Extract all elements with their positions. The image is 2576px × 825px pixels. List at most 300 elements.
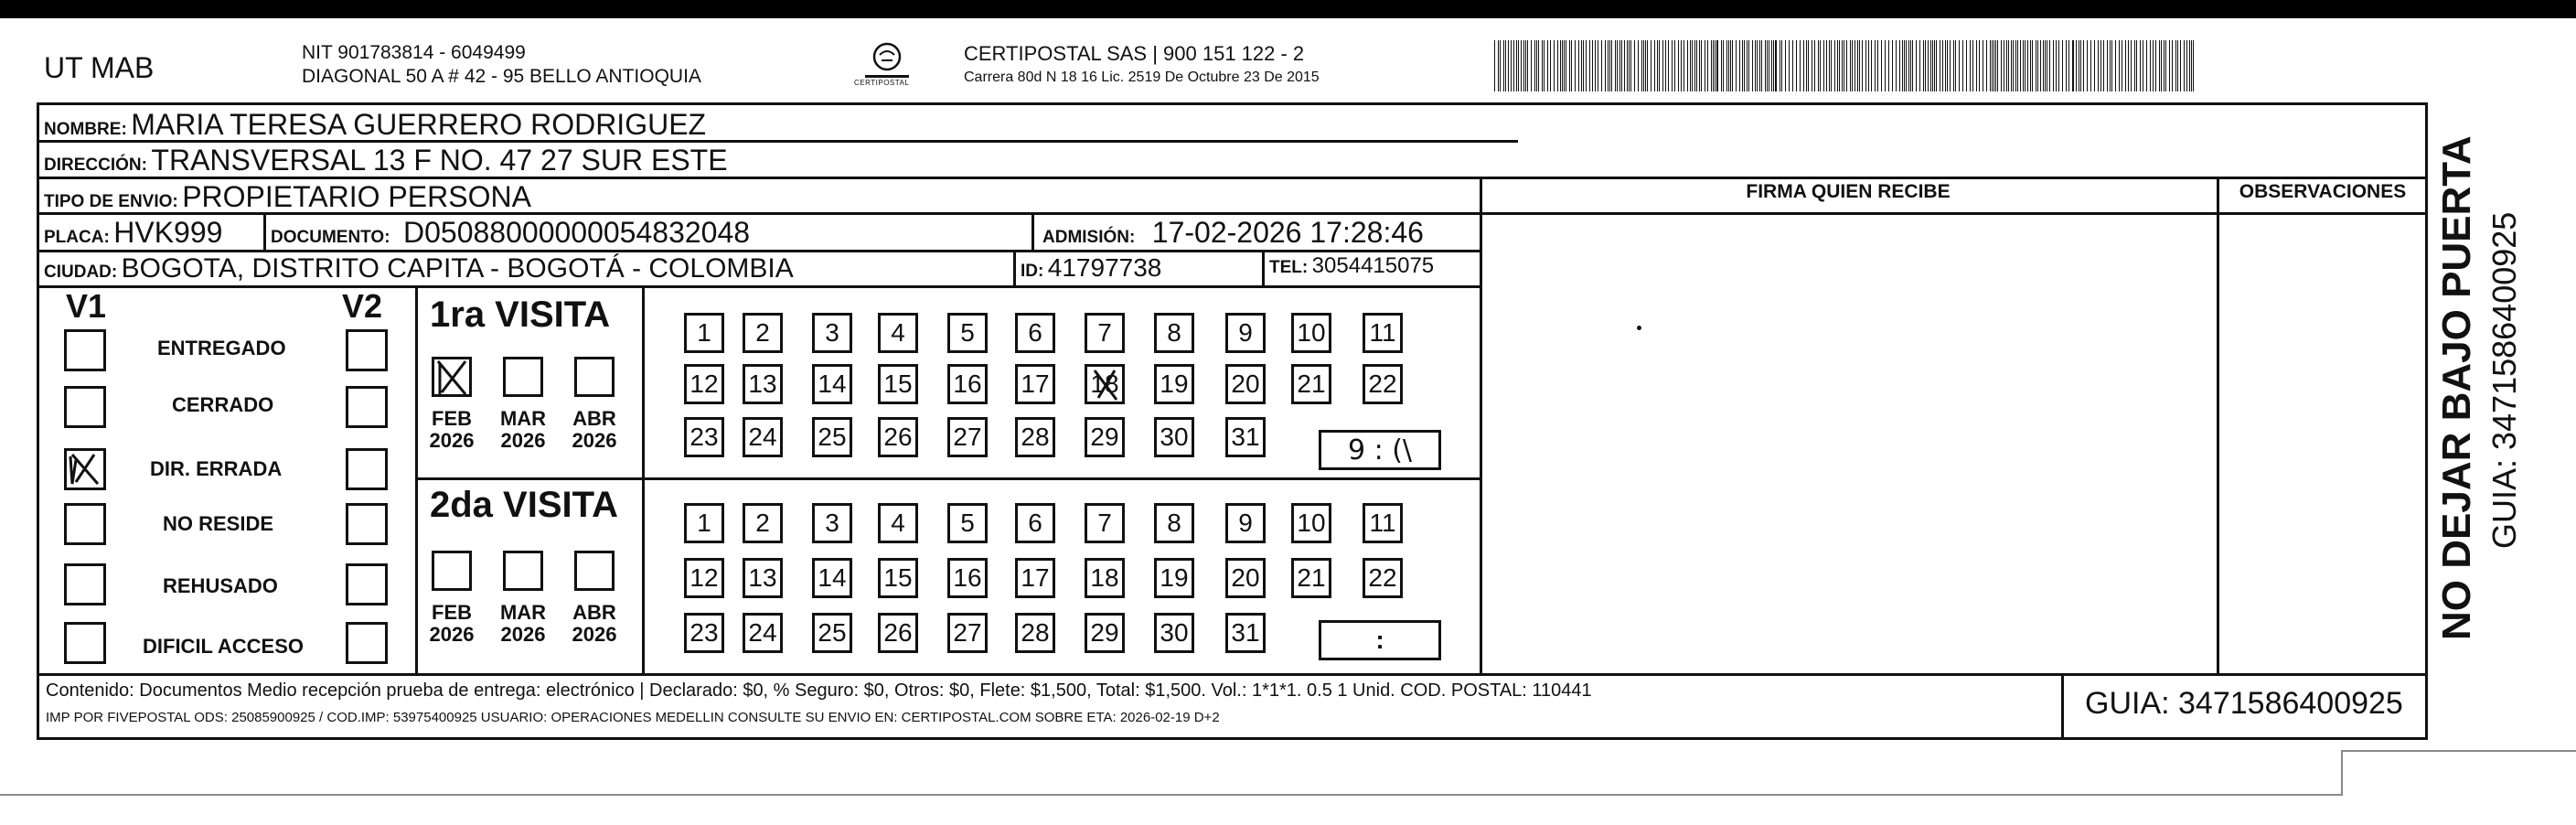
first-visit-day-6[interactable]: 6 bbox=[1015, 313, 1055, 353]
direccion-row bbox=[44, 144, 728, 177]
barcode-bar bbox=[2134, 40, 2135, 91]
barcode-bar bbox=[1511, 40, 1512, 91]
v2-checkbox-dir-errada[interactable] bbox=[346, 448, 388, 490]
barcode-bar bbox=[1834, 40, 1835, 91]
month-name: FEB bbox=[432, 601, 472, 624]
barcode-bar bbox=[1820, 40, 1821, 91]
barcode-bar bbox=[1912, 40, 1913, 91]
barcode-bar bbox=[2136, 40, 2137, 91]
barcode-bar bbox=[1634, 40, 1635, 91]
barcode-bar bbox=[1947, 40, 1948, 91]
first-visit-day-25[interactable]: 25 bbox=[812, 417, 852, 457]
second-visit-month-abr-label bbox=[567, 602, 622, 646]
barcode-bar bbox=[2177, 40, 2178, 91]
second-visit-month-mar-box[interactable] bbox=[503, 551, 543, 591]
v2-checkbox-no-reside[interactable] bbox=[346, 503, 388, 545]
barcode-bar bbox=[2161, 40, 2162, 91]
first-visit-day-26[interactable]: 26 bbox=[878, 417, 918, 457]
v1-checkbox-cerrado[interactable] bbox=[64, 386, 106, 428]
first-visit-day-29[interactable]: 29 bbox=[1085, 417, 1125, 457]
barcode-bar bbox=[2180, 40, 2181, 91]
v2-checkbox-cerrado[interactable] bbox=[346, 386, 388, 428]
barcode-bar bbox=[2001, 40, 2002, 91]
barcode-bar bbox=[1699, 40, 1700, 91]
second-visit-month-feb-label bbox=[424, 602, 479, 646]
barcode-bar bbox=[1959, 40, 1960, 91]
barcode-bar bbox=[1757, 40, 1758, 91]
first-visit-title: 1ra VISITA bbox=[430, 295, 611, 335]
barcode-bar bbox=[1665, 40, 1666, 91]
first-visit-day-1[interactable]: 1 bbox=[684, 313, 724, 353]
form-bottom-border bbox=[37, 737, 2428, 740]
status-label-no-reside: NO RESIDE bbox=[163, 512, 274, 535]
barcode-bar bbox=[2030, 40, 2031, 91]
barcode-bar bbox=[1589, 40, 1590, 91]
second-visit-month-feb-box[interactable] bbox=[432, 551, 472, 591]
barcode-bar bbox=[1865, 40, 1866, 91]
barcode-bar bbox=[1624, 40, 1625, 91]
signature-header: FIRMA QUIEN RECIBE bbox=[1746, 181, 1951, 202]
barcode-bar bbox=[2100, 40, 2101, 91]
first-visit-day-13[interactable]: 13 bbox=[743, 364, 783, 404]
barcode-bar bbox=[1716, 40, 1718, 91]
barcode-bar bbox=[2094, 40, 2095, 91]
form-top-border bbox=[37, 102, 2428, 105]
barcode-bar bbox=[2025, 40, 2026, 91]
admision-divider bbox=[1031, 212, 1034, 251]
barcode-bar bbox=[1518, 40, 1519, 91]
first-visit-day-12[interactable]: 12 bbox=[684, 364, 724, 404]
barcode-bar bbox=[1726, 40, 1727, 91]
barcode-bar bbox=[1950, 40, 1951, 91]
second-visit-day-30[interactable]: 30 bbox=[1154, 613, 1194, 653]
second-visit-day-13[interactable]: 13 bbox=[743, 558, 783, 598]
barcode-bar bbox=[1615, 40, 1616, 91]
second-visit-day-25[interactable]: 25 bbox=[812, 613, 852, 653]
company-name: UT MAB bbox=[44, 51, 155, 84]
second-visit-day-3[interactable]: 3 bbox=[812, 503, 852, 543]
barcode-bar bbox=[2115, 40, 2116, 91]
first-visit-day-24[interactable]: 24 bbox=[743, 417, 783, 457]
barcode-bar bbox=[1752, 40, 1753, 91]
v2-checkbox-rehusado[interactable] bbox=[346, 563, 388, 605]
month-name: ABR bbox=[572, 407, 616, 430]
first-visit-day-28[interactable]: 28 bbox=[1015, 417, 1055, 457]
barcode-bar bbox=[1692, 40, 1693, 91]
barcode-bar bbox=[1654, 40, 1655, 91]
barcode-bar bbox=[1547, 40, 1548, 91]
month-name: FEB bbox=[432, 407, 472, 430]
placa-divider bbox=[263, 212, 266, 251]
first-visit-day-7[interactable]: 7 bbox=[1085, 313, 1125, 353]
barcode-bar bbox=[1904, 40, 1905, 91]
barcode-bar bbox=[1525, 40, 1526, 91]
first-visit-month-mar-box[interactable] bbox=[503, 357, 543, 397]
barcode-bar bbox=[1595, 40, 1596, 91]
barcode-bar bbox=[1806, 40, 1807, 91]
barcode-bar bbox=[1601, 40, 1602, 91]
barcode-bar bbox=[1581, 40, 1582, 91]
first-visit-day-16[interactable]: 16 bbox=[947, 364, 988, 404]
barcode-bar bbox=[2131, 40, 2132, 91]
documento-label: DOCUMENTO: bbox=[271, 228, 390, 247]
barcode-bar bbox=[1647, 40, 1648, 91]
barcode-bar bbox=[1578, 40, 1579, 91]
second-visit-day-10[interactable]: 10 bbox=[1291, 503, 1331, 543]
barcode-bar bbox=[1846, 40, 1847, 91]
barcode-bar bbox=[1800, 40, 1801, 91]
barcode-bar bbox=[2066, 40, 2067, 91]
month-year: 2026 bbox=[500, 429, 546, 452]
first-visit-month-abr-box[interactable] bbox=[574, 357, 615, 397]
handwritten-check-icon bbox=[67, 451, 103, 488]
barcode-bar bbox=[1925, 40, 1926, 91]
status-label-cerrado: CERRADO bbox=[172, 393, 274, 416]
first-visit-day-3[interactable]: 3 bbox=[812, 313, 852, 353]
barcode-bar bbox=[1945, 40, 1946, 91]
imp-line: IMP POR FIVEPOSTAL ODS: 25085900925 / COD.IMP: 53975400925 USUARIO: OPERACIONES MEDELLIN CONSULTE SU ENVIO EN: CERTIPOSTAL.COM SOBRE ETA: 2026-02-19 D+2 bbox=[46, 710, 1220, 725]
status-label-rehusado: REHUSADO bbox=[163, 574, 278, 597]
barcode-bar bbox=[1678, 40, 1679, 91]
second-visit-day-28[interactable]: 28 bbox=[1015, 613, 1055, 653]
barcode-bar bbox=[2037, 40, 2038, 91]
barcode-bar bbox=[1826, 40, 1827, 91]
barcode-bar bbox=[1744, 40, 1745, 91]
barcode-bar bbox=[1775, 40, 1777, 91]
barcode-bar bbox=[1859, 40, 1860, 91]
barcode-bar bbox=[1713, 40, 1714, 91]
month-year: 2026 bbox=[429, 429, 475, 452]
barcode-bar bbox=[2125, 40, 2126, 91]
barcode-bar bbox=[2068, 40, 2069, 91]
signature-dot bbox=[1637, 326, 1641, 330]
v2-checkbox-dificil-acceso[interactable] bbox=[346, 622, 388, 664]
barcode-bar bbox=[1739, 40, 1740, 91]
barcode-bar bbox=[2169, 40, 2170, 91]
status-label-entregado: ENTREGADO bbox=[157, 337, 286, 359]
barcode-bar bbox=[2013, 40, 2014, 91]
barcode-bar bbox=[1690, 40, 1691, 91]
ciudad-field bbox=[44, 253, 794, 284]
first-visit-month-feb-box[interactable] bbox=[432, 357, 472, 397]
barcode-bar bbox=[1721, 40, 1722, 91]
first-visit-day-2[interactable]: 2 bbox=[743, 313, 783, 353]
barcode-bar bbox=[1979, 40, 1980, 91]
first-visit-day-15[interactable]: 15 bbox=[878, 364, 918, 404]
first-visit-time-box[interactable]: 9 : (\ bbox=[1319, 430, 1441, 470]
second-visit-day-18[interactable]: 18 bbox=[1085, 558, 1125, 598]
first-visit-day-31[interactable]: 31 bbox=[1225, 417, 1266, 457]
barcode-bar bbox=[1627, 40, 1628, 91]
barcode-bar bbox=[1785, 40, 1786, 91]
v2-checkbox-entregado[interactable] bbox=[346, 329, 388, 371]
barcode-bar bbox=[1586, 40, 1587, 91]
barcode-bar bbox=[1990, 40, 1991, 91]
barcode-bar bbox=[1608, 40, 1609, 91]
barcode-bar bbox=[1659, 40, 1660, 91]
barcode-bar bbox=[1538, 40, 1539, 91]
barcode-bar bbox=[2186, 40, 2187, 91]
barcode-bar bbox=[1681, 40, 1682, 91]
nombre-value: MARIA TERESA GUERRERO RODRIGUEZ bbox=[131, 108, 707, 141]
barcode-bar bbox=[1662, 40, 1663, 91]
admision-label: ADMISIÓN: bbox=[1042, 228, 1136, 247]
barcode-bar bbox=[2172, 40, 2173, 91]
handwritten-check-icon bbox=[1087, 367, 1124, 403]
v1-checkbox-dificil-acceso[interactable] bbox=[64, 622, 106, 664]
barcode-bar bbox=[1970, 40, 1971, 91]
barcode-bar bbox=[2080, 40, 2081, 91]
second-visit-day-7[interactable]: 7 bbox=[1085, 503, 1125, 543]
barcode-bar bbox=[2159, 40, 2160, 91]
barcode-bar bbox=[1877, 40, 1878, 91]
barcode-bar bbox=[1896, 40, 1897, 91]
barcode-bar bbox=[2056, 40, 2057, 91]
barcode-bar bbox=[1554, 40, 1555, 91]
barcode-bar bbox=[1955, 40, 1956, 91]
second-visit-day-21[interactable]: 21 bbox=[1291, 558, 1331, 598]
barcode-bar bbox=[1592, 40, 1593, 91]
v1-checkbox-dir-errada[interactable] bbox=[64, 448, 106, 490]
paper-edge bbox=[2341, 750, 2576, 752]
first-visit-day-11[interactable]: 11 bbox=[1363, 313, 1403, 353]
form-left-border bbox=[37, 102, 39, 740]
barcode-bar bbox=[1732, 40, 1733, 91]
barcode-bar bbox=[2087, 40, 2088, 91]
tipo-envio-value: PROPIETARIO PERSONA bbox=[182, 180, 531, 213]
second-visit-day-5[interactable]: 5 bbox=[947, 503, 988, 543]
barcode-bar bbox=[1992, 40, 1993, 91]
barcode bbox=[1494, 40, 2198, 91]
barcode-bar bbox=[1831, 40, 1832, 91]
barcode-bar bbox=[1997, 40, 1998, 91]
v2-header: V2 bbox=[342, 287, 383, 325]
second-visit-day-20[interactable]: 20 bbox=[1225, 558, 1266, 598]
barcode-bar bbox=[1759, 40, 1760, 91]
documento-field bbox=[271, 216, 750, 250]
nombre-row bbox=[44, 108, 706, 142]
first-visit-day-22[interactable]: 22 bbox=[1363, 364, 1403, 404]
barcode-bar bbox=[2058, 40, 2059, 91]
second-visit-day-6[interactable]: 6 bbox=[1015, 503, 1055, 543]
barcode-bar bbox=[1583, 40, 1584, 91]
barcode-bar bbox=[1934, 40, 1935, 91]
barcode-bar bbox=[2020, 40, 2021, 91]
barcode-bar bbox=[2098, 40, 2099, 91]
barcode-bar bbox=[1629, 40, 1630, 91]
barcode-bar bbox=[1993, 40, 1994, 91]
sender-address: DIAGONAL 50 A # 42 - 95 BELLO ANTIOQUIA bbox=[302, 66, 701, 87]
barcode-bar bbox=[1888, 40, 1889, 91]
second-visit-day-27[interactable]: 27 bbox=[947, 613, 988, 653]
footer-guia: GUIA: 3471586400925 bbox=[2085, 686, 2403, 721]
side-guia: GUIA: 3471586400925 bbox=[2485, 211, 2523, 549]
admision-field bbox=[1042, 216, 1424, 250]
barcode-bar bbox=[1765, 40, 1766, 91]
month-year: 2026 bbox=[500, 623, 546, 646]
barcode-bar bbox=[1683, 40, 1684, 91]
second-visit-day-11[interactable]: 11 bbox=[1363, 503, 1403, 543]
carrier-license: Carrera 80d N 18 16 Lic. 2519 De Octubre 23 De 2015 bbox=[964, 70, 1320, 85]
barcode-bar bbox=[1728, 40, 1729, 91]
barcode-bar bbox=[2110, 40, 2111, 91]
barcode-bar bbox=[2015, 40, 2016, 91]
month-year: 2026 bbox=[572, 429, 617, 452]
barcode-bar bbox=[1919, 40, 1920, 91]
barcode-bar bbox=[1953, 40, 1954, 91]
signature-column-border bbox=[1480, 177, 1482, 675]
barcode-bar bbox=[2107, 40, 2108, 91]
second-visit-day-4[interactable]: 4 bbox=[878, 503, 918, 543]
status-label-dificil-acceso: DIFICIL ACCESO bbox=[143, 635, 305, 658]
second-visit-day-31[interactable]: 31 bbox=[1225, 613, 1266, 653]
tel-label: TEL: bbox=[1269, 258, 1309, 277]
second-visit-day-17[interactable]: 17 bbox=[1015, 558, 1055, 598]
v1-checkbox-no-reside[interactable] bbox=[64, 503, 106, 545]
barcode-bar bbox=[1550, 40, 1551, 91]
barcode-bar bbox=[1611, 40, 1612, 91]
barcode-bar bbox=[1707, 40, 1708, 91]
first-visit-day-19[interactable]: 19 bbox=[1154, 364, 1194, 404]
second-visit-day-16[interactable]: 16 bbox=[947, 558, 988, 598]
barcode-bar bbox=[2184, 40, 2185, 91]
barcode-bar bbox=[2140, 40, 2141, 91]
id-value: 41797738 bbox=[1047, 253, 1162, 282]
side-warning: NO DEJAR BAJO PUERTA bbox=[2434, 135, 2479, 640]
barcode-bar bbox=[1534, 40, 1535, 91]
first-visit-day-21[interactable]: 21 bbox=[1291, 364, 1331, 404]
first-visit-day-27[interactable]: 27 bbox=[947, 417, 988, 457]
barcode-bar bbox=[1542, 40, 1543, 91]
tipo-envio-row bbox=[44, 180, 531, 214]
paper-edge bbox=[2341, 750, 2343, 796]
barcode-bar bbox=[1536, 40, 1537, 91]
tel-value: 3054415075 bbox=[1311, 253, 1435, 278]
barcode-bar bbox=[2146, 40, 2147, 91]
barcode-bar bbox=[1544, 40, 1545, 91]
barcode-bar bbox=[1694, 40, 1695, 91]
barcode-bar bbox=[2083, 40, 2084, 91]
barcode-bar bbox=[2165, 40, 2166, 91]
barcode-bar bbox=[2043, 40, 2044, 91]
first-visit-day-30[interactable]: 30 bbox=[1154, 417, 1194, 457]
barcode-bar bbox=[1513, 40, 1514, 91]
top-black-band bbox=[0, 0, 2576, 18]
nombre-label: NOMBRE: bbox=[44, 120, 127, 139]
second-visit-day-9[interactable]: 9 bbox=[1225, 503, 1266, 543]
handwritten-check-icon bbox=[434, 359, 471, 396]
second-visit-day-23[interactable]: 23 bbox=[684, 613, 724, 653]
barcode-bar bbox=[1609, 40, 1610, 91]
second-visit-day-12[interactable]: 12 bbox=[684, 558, 724, 598]
barcode-bar bbox=[1857, 40, 1858, 91]
barcode-bar bbox=[2072, 40, 2074, 91]
barcode-bar bbox=[1696, 40, 1697, 91]
barcode-bar bbox=[1781, 40, 1782, 91]
barcode-bar bbox=[1837, 40, 1838, 91]
visit-divider bbox=[415, 477, 1481, 480]
second-visit-day-26[interactable]: 26 bbox=[878, 613, 918, 653]
second-visit-day-15[interactable]: 15 bbox=[878, 558, 918, 598]
barcode-bar bbox=[1500, 40, 1501, 91]
first-visit-day-5[interactable]: 5 bbox=[947, 313, 988, 353]
barcode-bar bbox=[2175, 40, 2176, 91]
second-visit-day-24[interactable]: 24 bbox=[743, 613, 783, 653]
barcode-bar bbox=[1562, 40, 1563, 91]
second-visit-day-2[interactable]: 2 bbox=[743, 503, 783, 543]
barcode-bar bbox=[1498, 40, 1499, 91]
barcode-bar bbox=[1687, 40, 1688, 91]
second-visit-month-abr-box[interactable] bbox=[574, 551, 615, 591]
barcode-bar bbox=[1839, 40, 1840, 91]
second-visit-day-1[interactable]: 1 bbox=[684, 503, 724, 543]
barcode-bar bbox=[2008, 40, 2009, 91]
id-divider bbox=[1013, 250, 1016, 286]
barcode-bar bbox=[2193, 40, 2194, 91]
barcode-bar bbox=[1792, 40, 1793, 91]
barcode-bar bbox=[1930, 40, 1931, 91]
first-visit-day-8[interactable]: 8 bbox=[1154, 313, 1194, 353]
second-visit-time-box[interactable]: : bbox=[1319, 620, 1441, 660]
v1-header: V1 bbox=[66, 287, 107, 325]
barcode-bar bbox=[1852, 40, 1853, 91]
barcode-bar bbox=[1818, 40, 1819, 91]
barcode-bar bbox=[1902, 40, 1903, 91]
barcode-bar bbox=[1641, 40, 1642, 91]
first-visit-day-17[interactable]: 17 bbox=[1015, 364, 1055, 404]
placa-value: HVK999 bbox=[113, 216, 223, 249]
barcode-bar bbox=[2032, 40, 2033, 91]
barcode-bar bbox=[2011, 40, 2012, 91]
barcode-bar bbox=[1823, 40, 1824, 91]
first-visit-day-10[interactable]: 10 bbox=[1291, 313, 1331, 353]
second-visit-day-14[interactable]: 14 bbox=[812, 558, 852, 598]
barcode-bar bbox=[1923, 40, 1924, 91]
barcode-bar bbox=[1936, 40, 1937, 91]
barcode-bar bbox=[1630, 40, 1631, 91]
barcode-bar bbox=[2103, 40, 2104, 91]
month-name: MAR bbox=[499, 601, 547, 624]
first-visit-day-23[interactable]: 23 bbox=[684, 417, 724, 457]
first-visit-day-9[interactable]: 9 bbox=[1225, 313, 1266, 353]
first-visit-day-14[interactable]: 14 bbox=[812, 364, 852, 404]
barcode-bar bbox=[2027, 40, 2028, 91]
second-visit-day-29[interactable]: 29 bbox=[1085, 613, 1125, 653]
barcode-bar bbox=[1916, 40, 1917, 91]
barcode-bar bbox=[1521, 40, 1522, 91]
barcode-bar bbox=[1767, 40, 1768, 91]
logo-caption: CERTIPOSTAL bbox=[854, 79, 910, 87]
barcode-bar bbox=[1508, 40, 1509, 91]
first-visit-day-18[interactable]: 18 bbox=[1085, 364, 1125, 404]
first-visit-day-4[interactable]: 4 bbox=[878, 313, 918, 353]
second-visit-day-8[interactable]: 8 bbox=[1154, 503, 1194, 543]
tel-divider bbox=[1262, 250, 1265, 286]
v1-checkbox-entregado[interactable] bbox=[64, 329, 106, 371]
barcode-bar bbox=[1638, 40, 1639, 91]
barcode-bar bbox=[1796, 40, 1797, 91]
second-visit-day-19[interactable]: 19 bbox=[1154, 558, 1194, 598]
barcode-bar bbox=[2006, 40, 2007, 91]
first-visit-day-20[interactable]: 20 bbox=[1225, 364, 1266, 404]
barcode-bar bbox=[2090, 40, 2091, 91]
barcode-bar bbox=[2189, 40, 2190, 91]
barcode-bar bbox=[1645, 40, 1646, 91]
second-visit-day-22[interactable]: 22 bbox=[1363, 558, 1403, 598]
v1-checkbox-rehusado[interactable] bbox=[64, 563, 106, 605]
observations-column-border bbox=[2217, 177, 2219, 675]
barcode-bar bbox=[1575, 40, 1576, 91]
